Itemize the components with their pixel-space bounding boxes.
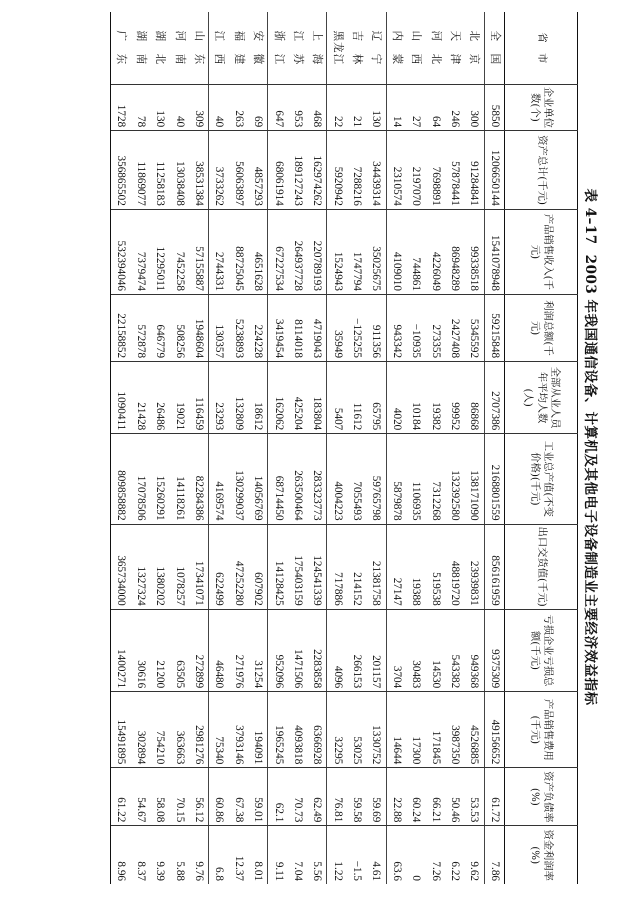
value-cell: 15491895	[111, 692, 131, 768]
province-cell: 内 蒙	[390, 30, 403, 66]
value-cell: 40	[209, 84, 229, 130]
column-header: 全部从业人员年平均人数(人)	[505, 362, 578, 434]
value-cell: 14128425	[268, 524, 288, 609]
province-cell: 河 南	[173, 30, 186, 66]
column-header: 资产总计(千元)	[505, 131, 578, 210]
value-cell: 46480	[209, 609, 229, 692]
value-cell: 132392580	[445, 434, 464, 524]
value-cell: 18612	[248, 362, 268, 434]
value-cell: 19021	[169, 362, 188, 434]
value-cell: 519538	[425, 524, 444, 609]
value-cell: 11612	[347, 362, 366, 434]
value-cell: 4020	[386, 362, 406, 434]
value-cell: 54.67	[131, 768, 150, 826]
value-cell: 11258183	[150, 131, 169, 210]
value-cell: 189127243	[288, 131, 307, 210]
value-cell: 911356	[366, 294, 386, 361]
value-cell: 162062	[268, 362, 288, 434]
value-cell: 2197070	[406, 131, 425, 210]
value-cell: 26486	[150, 362, 169, 434]
value-cell: 4.61	[366, 826, 386, 884]
value-cell: 8.96	[111, 826, 131, 884]
value-cell: 1948604	[189, 294, 209, 361]
value-cell: 7055493	[347, 434, 366, 524]
value-cell: 3793146	[229, 692, 248, 768]
value-cell: 9.76	[189, 826, 209, 884]
value-cell: 302894	[131, 692, 150, 768]
column-header: 出口交货值(千元)	[505, 524, 578, 609]
value-cell: 66.21	[425, 768, 444, 826]
value-cell: 949368	[464, 609, 484, 692]
value-cell: 2310574	[386, 131, 406, 210]
value-cell: 30616	[131, 609, 150, 692]
value-cell: 9.39	[150, 826, 169, 884]
table-row	[131, 12, 150, 884]
value-cell: 59.69	[366, 768, 386, 826]
value-cell: 30483	[406, 609, 425, 692]
value-cell: 271976	[229, 609, 248, 692]
value-cell: 425204	[288, 362, 307, 434]
value-cell: 8.37	[131, 826, 150, 884]
value-cell: 32295	[327, 692, 347, 768]
column-header: 产品销售费用(千元)	[505, 692, 578, 768]
value-cell: 717886	[327, 524, 347, 609]
value-cell: 3733262	[209, 131, 229, 210]
value-cell: 5920942	[327, 131, 347, 210]
value-cell: 22.88	[386, 768, 406, 826]
value-cell: 9.62	[464, 826, 484, 884]
table-title: 2003 年我国通信设备、计算机及其他电子设备制造业主要经济效益指标	[582, 254, 598, 706]
table-row	[307, 12, 327, 884]
value-cell: 9.11	[268, 826, 288, 884]
table-row	[248, 12, 268, 884]
table-row	[268, 12, 288, 884]
table-row	[327, 12, 347, 884]
province-cell: 山 东	[189, 12, 209, 84]
value-cell: 124541339	[307, 524, 327, 609]
value-cell: 64	[425, 84, 444, 130]
table-row	[347, 12, 366, 884]
value-cell: 130	[150, 84, 169, 130]
value-cell: 5.56	[307, 826, 327, 884]
value-cell: 1330752	[366, 692, 386, 768]
value-cell: 273355	[425, 294, 444, 361]
value-cell: 3419454	[268, 294, 288, 361]
value-cell: 5850	[484, 84, 504, 130]
value-cell: 1090411	[111, 362, 131, 434]
value-cell: 138171090	[464, 434, 484, 524]
table-row	[484, 12, 504, 884]
value-cell: 1524943	[327, 209, 347, 294]
value-cell: 47252280	[229, 524, 248, 609]
value-cell: 309	[189, 84, 209, 130]
value-cell: 0	[406, 826, 425, 884]
value-cell: 14118261	[169, 434, 188, 524]
table-number: 表 4–17	[582, 188, 598, 245]
value-cell: 272899	[189, 609, 209, 692]
value-cell: 622499	[209, 524, 229, 609]
value-cell: 14056769	[248, 434, 268, 524]
value-cell: 99338518	[464, 209, 484, 294]
value-cell: 363663	[169, 692, 188, 768]
value-cell: 1078257	[169, 524, 188, 609]
value-cell: 7312268	[425, 434, 444, 524]
value-cell: 86868	[464, 362, 484, 434]
value-cell: 59765798	[366, 434, 386, 524]
province-cell: 北 京	[464, 12, 484, 84]
value-cell: 59215848	[484, 294, 504, 361]
value-cell: 2427408	[445, 294, 464, 361]
table-row	[209, 12, 229, 884]
value-cell: 856161959	[484, 524, 504, 609]
value-cell: 1380202	[150, 524, 169, 609]
value-cell: 171845	[425, 692, 444, 768]
column-header: 利润总额(千元)	[505, 294, 578, 361]
table-row	[229, 12, 248, 884]
value-cell: 68061914	[268, 131, 288, 210]
value-cell: 4004223	[327, 434, 347, 524]
value-cell: 35949	[327, 294, 347, 361]
province-cell: 浙 江	[272, 30, 285, 66]
value-cell: 1106935	[406, 434, 425, 524]
value-cell: 5879878	[386, 434, 406, 524]
value-cell: 61.22	[111, 768, 131, 826]
table-row	[386, 12, 406, 884]
header-row	[505, 12, 578, 884]
table-row	[445, 12, 464, 884]
value-cell: 8.01	[248, 826, 268, 884]
table-row	[288, 12, 307, 884]
value-cell: 943342	[386, 294, 406, 361]
value-cell: 57155887	[189, 209, 209, 294]
value-cell: 53.53	[464, 768, 484, 826]
value-cell: 70.15	[169, 768, 188, 826]
value-cell: 62.49	[307, 768, 327, 826]
value-cell: 4719043	[307, 294, 327, 361]
value-cell: 468	[307, 84, 327, 130]
value-cell: 266153	[347, 609, 366, 692]
value-cell: 646779	[150, 294, 169, 361]
value-cell: 53025	[347, 692, 366, 768]
value-cell: 116459	[189, 362, 209, 434]
table-row	[406, 12, 425, 884]
value-cell: 7452258	[169, 209, 188, 294]
value-cell: 365734000	[111, 524, 131, 609]
value-cell: 22158852	[111, 294, 131, 361]
value-cell: 6366928	[307, 692, 327, 768]
value-cell: 214152	[347, 524, 366, 609]
table-row	[366, 12, 386, 884]
column-header: 工业总产值(不变价格)(千元)	[505, 434, 578, 524]
value-cell: 132809	[229, 362, 248, 434]
column-header: 资金利润率(%)	[505, 826, 578, 884]
value-cell: 17078506	[131, 434, 150, 524]
value-cell: 1541078948	[484, 209, 504, 294]
value-cell: 49156652	[484, 692, 504, 768]
value-cell: 82284386	[189, 434, 209, 524]
value-cell: 70.73	[288, 768, 307, 826]
value-cell: 27147	[386, 524, 406, 609]
value-cell: −1.5	[347, 826, 366, 884]
value-cell: 2744331	[209, 209, 229, 294]
value-cell: 67227534	[268, 209, 288, 294]
value-cell: 59.01	[248, 768, 268, 826]
province-cell: 天 津	[449, 30, 462, 66]
value-cell: 1728	[111, 84, 131, 130]
value-cell: 4857293	[248, 131, 268, 210]
value-cell: 58.08	[150, 768, 169, 826]
value-cell: 6.8	[209, 826, 229, 884]
value-cell: 1471506	[288, 609, 307, 692]
value-cell: 175403159	[288, 524, 307, 609]
province-cell: 湖 南	[134, 30, 147, 66]
value-cell: 12.37	[229, 826, 248, 884]
value-cell: 3704	[386, 609, 406, 692]
value-cell: 62.1	[268, 768, 288, 826]
column-header: 企业单位数(个)	[505, 84, 578, 130]
value-cell: 607902	[248, 524, 268, 609]
value-cell: 1206650144	[484, 131, 504, 210]
province-cell: 安 徽	[248, 12, 268, 84]
value-cell: 13038408	[169, 131, 188, 210]
value-cell: 2168801559	[484, 434, 504, 524]
value-cell: 4096	[327, 609, 347, 692]
value-cell: 224228	[248, 294, 268, 361]
value-cell: 76.81	[327, 768, 347, 826]
value-cell: 4651628	[248, 209, 268, 294]
value-cell: 8114018	[288, 294, 307, 361]
value-cell: 34439314	[366, 131, 386, 210]
value-cell: 7.86	[484, 826, 504, 884]
value-cell: 1400271	[111, 609, 131, 692]
value-cell: 12295011	[150, 209, 169, 294]
value-cell: 56063897	[229, 131, 248, 210]
value-cell: 14	[386, 84, 406, 130]
value-cell: 130	[366, 84, 386, 130]
value-cell: 532394046	[111, 209, 131, 294]
value-cell: 35025675	[366, 209, 386, 294]
value-cell: 201157	[366, 609, 386, 692]
value-cell: 11869077	[131, 131, 150, 210]
value-cell: 263500464	[288, 434, 307, 524]
table-row	[189, 12, 209, 884]
value-cell: 65795	[366, 362, 386, 434]
value-cell: 952096	[268, 609, 288, 692]
value-cell: 4109010	[386, 209, 406, 294]
value-cell: 14644	[386, 692, 406, 768]
column-header: 省 市	[535, 32, 548, 64]
value-cell: 809858882	[111, 434, 131, 524]
value-cell: 22	[327, 84, 347, 130]
value-cell: 356865502	[111, 131, 131, 210]
province-cell: 广 东	[111, 12, 131, 84]
value-cell: 75340	[209, 692, 229, 768]
value-cell: 63.6	[386, 826, 406, 884]
value-cell: 5407	[327, 362, 347, 434]
column-header: 资产负债率(%)	[505, 768, 578, 826]
value-cell: 4226049	[425, 209, 444, 294]
value-cell: 78	[131, 84, 150, 130]
value-cell: 130357	[209, 294, 229, 361]
value-cell: 63505	[169, 609, 188, 692]
value-cell: 21	[347, 84, 366, 130]
value-cell: 31254	[248, 609, 268, 692]
province-cell: 上 海	[307, 12, 327, 84]
value-cell: 23939831	[464, 524, 484, 609]
province-cell: 山 西	[410, 30, 423, 66]
value-cell: 69	[248, 84, 268, 130]
column-header: 产品销售收入(千元)	[505, 209, 578, 294]
value-cell: 264937728	[288, 209, 307, 294]
value-cell: 283323773	[307, 434, 327, 524]
value-cell: 2707386	[484, 362, 504, 434]
value-cell: 86948289	[445, 209, 464, 294]
value-cell: 60.24	[406, 768, 425, 826]
value-cell: 4093818	[288, 692, 307, 768]
value-cell: 183804	[307, 362, 327, 434]
value-cell: 194091	[248, 692, 268, 768]
value-cell: 67.38	[229, 768, 248, 826]
value-cell: 572878	[131, 294, 150, 361]
value-cell: 5238893	[229, 294, 248, 361]
value-cell: 647	[268, 84, 288, 130]
value-cell: 17341071	[189, 524, 209, 609]
value-cell: 1.22	[327, 826, 347, 884]
value-cell: 17300	[406, 692, 425, 768]
value-cell: 5.88	[169, 826, 188, 884]
value-cell: −125255	[347, 294, 366, 361]
value-cell: 19382	[425, 362, 444, 434]
value-cell: 7379474	[131, 209, 150, 294]
province-cell: 辽 宁	[366, 12, 386, 84]
value-cell: 59.58	[347, 768, 366, 826]
value-cell: 6.22	[445, 826, 464, 884]
value-cell: 7.04	[288, 826, 307, 884]
value-cell: 91284841	[464, 131, 484, 210]
province-cell: 江 西	[213, 30, 226, 66]
value-cell: 60.86	[209, 768, 229, 826]
value-cell: 246	[445, 84, 464, 130]
value-cell: 40	[169, 84, 188, 130]
value-cell: 23293	[209, 362, 229, 434]
value-cell: 14530	[425, 609, 444, 692]
value-cell: 4169574	[209, 434, 229, 524]
table-caption	[582, 12, 602, 882]
value-cell: 9375309	[484, 609, 504, 692]
value-cell: 130299037	[229, 434, 248, 524]
province-cell: 吉 林	[351, 30, 364, 66]
value-cell: 953	[288, 84, 307, 130]
value-cell: 263	[229, 84, 248, 130]
table-row	[169, 12, 188, 884]
province-cell: 江 苏	[291, 30, 304, 66]
value-cell: 19388	[406, 524, 425, 609]
value-cell: 50.46	[445, 768, 464, 826]
table-row	[150, 12, 169, 884]
value-cell: 48819720	[445, 524, 464, 609]
value-cell: 56.12	[189, 768, 209, 826]
value-cell: 21200	[150, 609, 169, 692]
value-cell: 21428	[131, 362, 150, 434]
value-cell: 7698891	[425, 131, 444, 210]
column-header: 亏损企业亏损总额(千元)	[505, 609, 578, 692]
value-cell: 4526885	[464, 692, 484, 768]
value-cell: 2981276	[189, 692, 209, 768]
province-cell: 全 国	[488, 30, 501, 66]
value-cell: −10935	[406, 294, 425, 361]
value-cell: 543382	[445, 609, 464, 692]
value-cell: 744861	[406, 209, 425, 294]
value-cell: 1747794	[347, 209, 366, 294]
value-cell: 508256	[169, 294, 188, 361]
table-row	[425, 12, 444, 884]
value-cell: 68714450	[268, 434, 288, 524]
value-cell: 10184	[406, 362, 425, 434]
province-cell: 湖 北	[154, 30, 167, 66]
province-cell: 福 建	[232, 30, 245, 66]
value-cell: 1327324	[131, 524, 150, 609]
value-cell: 21381758	[366, 524, 386, 609]
value-cell: 5345592	[464, 294, 484, 361]
value-cell: 162974262	[307, 131, 327, 210]
value-cell: 3987350	[445, 692, 464, 768]
province-cell: 黑龙江	[331, 30, 344, 66]
value-cell: 300	[464, 84, 484, 130]
value-cell: 57878441	[445, 131, 464, 210]
province-cell: 河 北	[429, 30, 442, 66]
value-cell: 2283858	[307, 609, 327, 692]
table-row	[111, 12, 131, 884]
indicator-table	[110, 12, 578, 884]
table-row	[464, 12, 484, 884]
value-cell: 38531384	[189, 131, 209, 210]
value-cell: 61.72	[484, 768, 504, 826]
value-cell: 99952	[445, 362, 464, 434]
value-cell: 7.26	[425, 826, 444, 884]
value-cell: 7288216	[347, 131, 366, 210]
value-cell: 27	[406, 84, 425, 130]
value-cell: 1965245	[268, 692, 288, 768]
value-cell: 754210	[150, 692, 169, 768]
value-cell: 88725045	[229, 209, 248, 294]
value-cell: 15260291	[150, 434, 169, 524]
value-cell: 220789193	[307, 209, 327, 294]
table-body	[111, 12, 505, 884]
